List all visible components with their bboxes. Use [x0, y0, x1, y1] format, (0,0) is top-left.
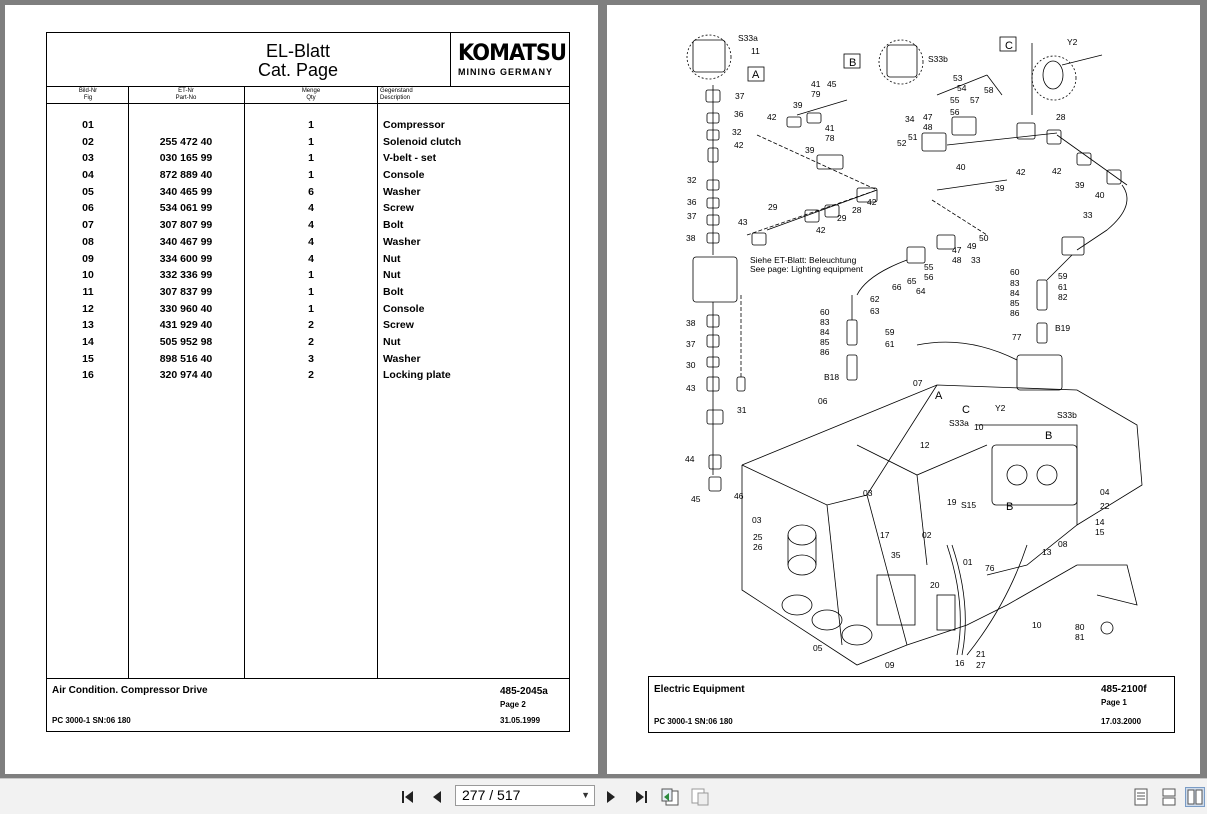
- table-row: [47, 269, 569, 286]
- svg-text:57: 57: [970, 95, 980, 105]
- svg-text:85: 85: [1010, 298, 1020, 308]
- part-number-cell: 255 472 40: [159, 135, 213, 148]
- svg-text:29: 29: [837, 213, 847, 223]
- fig-cell: 16: [82, 369, 94, 382]
- svg-text:26: 26: [753, 542, 763, 552]
- svg-text:42: 42: [1052, 166, 1062, 176]
- logo-main-text: KOMATSU: [458, 41, 567, 66]
- svg-text:S33a: S33a: [949, 418, 969, 428]
- fig-cell: 15: [82, 352, 94, 365]
- footer-page: Page 2: [500, 700, 526, 709]
- svg-text:51: 51: [908, 132, 918, 142]
- table-row: [47, 353, 569, 370]
- svg-text:44: 44: [685, 454, 695, 464]
- go-forward-view-icon[interactable]: [690, 787, 710, 807]
- table-row: [47, 152, 569, 169]
- fig-cell: 08: [82, 235, 94, 248]
- svg-text:42: 42: [734, 140, 744, 150]
- svg-text:47: 47: [952, 245, 962, 255]
- svg-text:06: 06: [818, 396, 828, 406]
- fig-cell: 01: [82, 119, 94, 131]
- svg-text:19: 19: [947, 497, 957, 507]
- part-number-cell: 505 952 98: [159, 335, 213, 348]
- table-row: [47, 286, 569, 303]
- callout-label: Y2: [1067, 37, 1078, 47]
- svg-text:56: 56: [950, 107, 960, 117]
- sheet-header: [47, 33, 569, 87]
- svg-text:42: 42: [867, 197, 877, 207]
- svg-text:64: 64: [916, 286, 926, 296]
- svg-text:47: 47: [923, 112, 933, 122]
- quantity-cell: 1: [308, 119, 314, 131]
- quantity-cell: 4: [308, 219, 314, 232]
- table-row: [47, 219, 569, 236]
- svg-text:05: 05: [813, 643, 823, 653]
- footer-doc-no: 485-2100f: [1101, 684, 1147, 695]
- first-page-icon[interactable]: [399, 787, 419, 807]
- table-row: [47, 236, 569, 253]
- quantity-cell: 3: [308, 352, 314, 365]
- svg-text:20: 20: [930, 580, 940, 590]
- viewer-toolbar: [0, 778, 1207, 814]
- quantity-cell: 1: [308, 269, 314, 282]
- fig-cell: 02: [82, 135, 94, 148]
- part-number-cell: 030 165 99: [159, 152, 213, 165]
- quantity-cell: 4: [308, 202, 314, 215]
- part-number-cell: 307 807 99: [159, 219, 213, 232]
- svg-text:27: 27: [976, 660, 986, 670]
- fig-cell: 12: [82, 302, 94, 315]
- svg-text:60: 60: [820, 307, 830, 317]
- svg-text:28: 28: [1056, 112, 1066, 122]
- svg-text:48: 48: [952, 255, 962, 265]
- svg-text:83: 83: [820, 317, 830, 327]
- table-row: [47, 369, 569, 386]
- svg-text:66: 66: [892, 282, 902, 292]
- svg-text:45: 45: [827, 79, 837, 89]
- komatsu-logo: [450, 33, 569, 86]
- svg-text:81: 81: [1075, 632, 1085, 642]
- callout-label: B: [849, 57, 857, 69]
- svg-text:76: 76: [985, 563, 995, 573]
- switch-s33a-shape: [693, 40, 725, 72]
- description-cell: Nut: [383, 269, 401, 282]
- table-row: [47, 136, 569, 153]
- last-page-icon[interactable]: [630, 787, 650, 807]
- svg-text:33: 33: [971, 255, 981, 265]
- table-row: [47, 202, 569, 219]
- svg-text:32: 32: [687, 175, 697, 185]
- fig-cell: 05: [82, 185, 94, 198]
- svg-text:42: 42: [816, 225, 826, 235]
- title-de: EL-Blatt: [265, 41, 331, 61]
- quantity-cell: 1: [308, 285, 314, 298]
- table-row: [47, 169, 569, 186]
- svg-text:17: 17: [880, 530, 890, 540]
- svg-text:33: 33: [1083, 210, 1093, 220]
- go-back-view-icon[interactable]: [660, 787, 680, 807]
- svg-text:60: 60: [1010, 267, 1020, 277]
- table-row: [47, 336, 569, 353]
- svg-text:48: 48: [923, 122, 933, 132]
- svg-text:38: 38: [686, 318, 696, 328]
- table-row: [47, 303, 569, 320]
- svg-text:41: 41: [811, 79, 821, 89]
- svg-text:55: 55: [950, 95, 960, 105]
- part-number-cell: 332 336 99: [159, 269, 213, 282]
- svg-text:59: 59: [1058, 271, 1068, 281]
- part-number-cell: 320 974 40: [159, 369, 213, 382]
- fig-cell: 07: [82, 219, 94, 232]
- callout-label: C: [1005, 40, 1013, 52]
- svg-text:10: 10: [1032, 620, 1042, 630]
- parts-list: [47, 119, 569, 386]
- svg-text:39: 39: [805, 145, 815, 155]
- table-row: [47, 319, 569, 336]
- svg-text:54: 54: [957, 83, 967, 93]
- svg-text:31: 31: [737, 405, 747, 415]
- svg-text:53: 53: [953, 73, 963, 83]
- svg-text:04: 04: [1100, 487, 1110, 497]
- col-qty-header: Menge Qty: [301, 88, 321, 101]
- svg-text:39: 39: [793, 100, 803, 110]
- callout-label: S33b: [928, 54, 948, 64]
- lighting-note-de: Siehe ET-Blatt: Beleuchtung: [750, 255, 857, 265]
- svg-text:22: 22: [1100, 501, 1110, 511]
- svg-text:52: 52: [897, 138, 907, 148]
- description-cell: Nut: [383, 252, 401, 265]
- continuous-view-icon[interactable]: [1159, 787, 1179, 807]
- fig-cell: 09: [82, 252, 94, 265]
- svg-text:42: 42: [767, 112, 777, 122]
- footer-date: 17.03.2000: [1101, 717, 1142, 726]
- svg-text:B18: B18: [824, 372, 840, 382]
- svg-text:77: 77: [1012, 332, 1022, 342]
- chevron-down-icon[interactable]: ▼: [581, 790, 590, 800]
- quantity-cell: 2: [308, 319, 314, 332]
- description-cell: Console: [383, 169, 425, 182]
- footer-doc-no: 485-2045a: [500, 686, 548, 697]
- svg-text:B: B: [1006, 501, 1014, 513]
- quantity-cell: 2: [308, 369, 314, 382]
- description-cell: Solenoid clutch: [383, 135, 462, 148]
- description-cell: Washer: [383, 352, 421, 365]
- svg-text:36: 36: [734, 109, 744, 119]
- svg-text:86: 86: [1010, 308, 1020, 318]
- part-number-cell: 307 837 99: [159, 285, 213, 298]
- quantity-cell: 4: [308, 235, 314, 248]
- svg-text:Y2: Y2: [995, 403, 1006, 413]
- svg-text:58: 58: [984, 85, 994, 95]
- svg-text:32: 32: [732, 127, 742, 137]
- logo-sub-text: MINING GERMANY: [458, 67, 553, 77]
- svg-text:12: 12: [920, 440, 930, 450]
- fig-cell: 11: [82, 285, 94, 298]
- lighting-note-en: See page: Lighting equipment: [750, 264, 863, 274]
- description-cell: Bolt: [383, 285, 404, 298]
- footer-machine: PC 3000-1 SN:06 180: [52, 716, 131, 725]
- quantity-cell: 1: [308, 135, 314, 148]
- part-number-cell: 898 516 40: [159, 352, 213, 365]
- svg-text:82: 82: [1058, 292, 1068, 302]
- next-page-icon[interactable]: [601, 787, 621, 807]
- svg-text:34: 34: [905, 114, 915, 124]
- part-number-cell: 334 600 99: [159, 252, 213, 265]
- description-cell: Compressor: [383, 119, 445, 131]
- quantity-cell: 1: [308, 169, 314, 182]
- svg-text:86: 86: [820, 347, 830, 357]
- svg-text:21: 21: [976, 649, 986, 659]
- description-cell: Washer: [383, 235, 421, 248]
- junction-box-shape: [693, 257, 737, 302]
- svg-text:B: B: [1045, 430, 1053, 442]
- previous-page-icon[interactable]: [427, 787, 447, 807]
- svg-text:14: 14: [1095, 517, 1105, 527]
- svg-text:41: 41: [825, 123, 835, 133]
- svg-text:10: 10: [974, 422, 984, 432]
- single-page-view-icon[interactable]: [1131, 787, 1151, 807]
- svg-text:38: 38: [686, 233, 696, 243]
- svg-text:80: 80: [1075, 622, 1085, 632]
- footer-date: 31.05.1999: [500, 716, 541, 725]
- svg-text:A: A: [935, 390, 943, 402]
- col-part-header: ET-Nr Part-No: [175, 88, 197, 101]
- description-cell: Washer: [383, 185, 421, 198]
- svg-text:83: 83: [1010, 278, 1020, 288]
- svg-text:B19: B19: [1055, 323, 1071, 333]
- description-cell: Bolt: [383, 219, 404, 232]
- part-number-cell: 340 467 99: [159, 235, 213, 248]
- callout-label: 11: [751, 46, 760, 56]
- quantity-cell: 6: [308, 185, 314, 198]
- svg-text:30: 30: [686, 360, 696, 370]
- svg-text:85: 85: [820, 337, 830, 347]
- svg-text:61: 61: [1058, 282, 1068, 292]
- svg-text:65: 65: [907, 276, 917, 286]
- svg-text:15: 15: [1095, 527, 1105, 537]
- svg-text:49: 49: [967, 241, 977, 251]
- table-row: [47, 119, 569, 136]
- svg-text:78: 78: [825, 133, 835, 143]
- page-number-select[interactable]: [455, 785, 595, 806]
- svg-text:46: 46: [734, 491, 744, 501]
- callout-label: A: [752, 69, 760, 81]
- part-number-cell: 340 465 99: [159, 185, 213, 198]
- quantity-cell: 4: [308, 252, 314, 265]
- svg-text:39: 39: [995, 183, 1005, 193]
- svg-text:40: 40: [1095, 190, 1105, 200]
- footer-page: Page 1: [1101, 698, 1127, 707]
- footer-title: Air Condition. Compressor Drive: [52, 685, 208, 696]
- drawing-footer: [648, 676, 1175, 733]
- svg-text:45: 45: [691, 494, 701, 504]
- svg-text:03: 03: [863, 488, 873, 498]
- fig-cell: 06: [82, 202, 94, 215]
- svg-text:36: 36: [687, 197, 697, 207]
- svg-text:29: 29: [768, 202, 778, 212]
- svg-text:43: 43: [738, 217, 748, 227]
- svg-text:03: 03: [752, 515, 762, 525]
- svg-text:50: 50: [979, 233, 989, 243]
- svg-text:02: 02: [922, 530, 932, 540]
- svg-text:S15: S15: [961, 500, 977, 510]
- fig-cell: 10: [82, 269, 94, 282]
- svg-text:43: 43: [686, 383, 696, 393]
- description-cell: V-belt - set: [383, 152, 437, 165]
- fig-cell: 03: [82, 152, 94, 165]
- parts-sheet: [46, 32, 570, 732]
- description-cell: Nut: [383, 335, 401, 348]
- footer-machine: PC 3000-1 SN:06 180: [654, 717, 733, 726]
- svg-text:37: 37: [687, 211, 697, 221]
- fig-cell: 04: [82, 169, 94, 182]
- title-en: Cat. Page: [257, 60, 339, 80]
- sheet-footer: [47, 678, 569, 732]
- quantity-cell: 1: [308, 302, 314, 315]
- svg-text:42: 42: [1016, 167, 1026, 177]
- svg-text:C: C: [962, 404, 970, 416]
- svg-text:79: 79: [811, 89, 821, 99]
- svg-text:84: 84: [820, 327, 830, 337]
- two-page-view-icon[interactable]: [1185, 787, 1205, 807]
- col-desc-header: Gegenstand Description: [380, 88, 413, 101]
- column-headers: [47, 87, 569, 104]
- svg-text:55: 55: [924, 262, 934, 272]
- description-cell: Screw: [383, 202, 414, 215]
- callout-label: S33a: [738, 33, 758, 43]
- svg-text:37: 37: [735, 91, 745, 101]
- table-row: [47, 253, 569, 270]
- svg-text:59: 59: [885, 327, 895, 337]
- svg-text:13: 13: [1042, 547, 1052, 557]
- svg-text:09: 09: [885, 660, 895, 670]
- svg-text:39: 39: [1075, 180, 1085, 190]
- part-number-cell: 330 960 40: [159, 302, 213, 315]
- svg-text:63: 63: [870, 306, 880, 316]
- part-number-cell: 534 061 99: [159, 202, 213, 215]
- right-page: [607, 5, 1200, 774]
- quantity-cell: 1: [308, 152, 314, 165]
- svg-text:16: 16: [955, 658, 965, 668]
- description-cell: Locking plate: [383, 369, 451, 382]
- svg-text:56: 56: [924, 272, 934, 282]
- footer-title: Electric Equipment: [654, 684, 745, 695]
- detail-circle: [687, 35, 731, 79]
- svg-text:61: 61: [885, 339, 895, 349]
- svg-text:28: 28: [852, 205, 862, 215]
- fig-cell: 13: [82, 319, 94, 332]
- svg-text:25: 25: [753, 532, 763, 542]
- part-number-cell: 431 929 40: [159, 319, 213, 332]
- svg-text:01: 01: [963, 557, 973, 567]
- col-fig-header: Bild-Nr Fig: [78, 88, 98, 101]
- page-indicator: 277 / 517: [462, 787, 521, 803]
- svg-text:08: 08: [1058, 539, 1068, 549]
- svg-text:62: 62: [870, 294, 880, 304]
- svg-text:37: 37: [686, 339, 696, 349]
- svg-text:07: 07: [913, 378, 923, 388]
- left-page: [5, 5, 598, 774]
- svg-text:35: 35: [891, 550, 901, 560]
- svg-text:S33b: S33b: [1057, 410, 1077, 420]
- fig-cell: 14: [82, 335, 94, 348]
- svg-text:84: 84: [1010, 288, 1020, 298]
- description-cell: Console: [383, 302, 425, 315]
- part-number-cell: 872 889 40: [159, 169, 213, 182]
- quantity-cell: 2: [308, 335, 314, 348]
- table-row: [47, 186, 569, 203]
- svg-text:40: 40: [956, 162, 966, 172]
- electrical-exploded-diagram: [607, 5, 1200, 774]
- description-cell: Screw: [383, 319, 414, 332]
